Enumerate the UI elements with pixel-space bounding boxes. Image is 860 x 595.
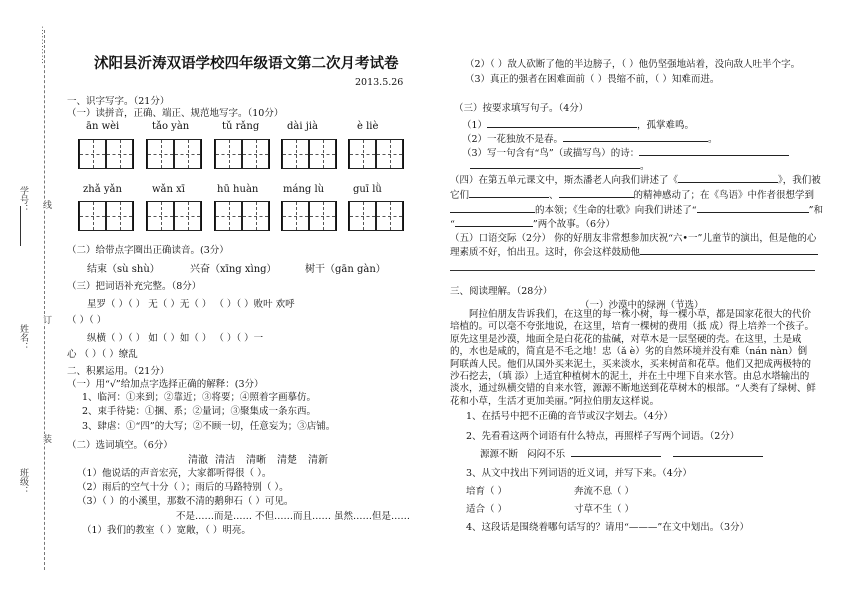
word-choice: 清澈: [188, 455, 208, 466]
synonym-item: 培育（ ）: [466, 486, 508, 497]
margin-dots: ............: [40, 26, 48, 65]
pinyin-label: ān wèi: [86, 121, 120, 132]
exam-date: 2013.5.26: [355, 77, 404, 88]
pinyin-label: hū huàn: [217, 184, 259, 195]
synonym-item: 适合（ ）: [466, 504, 508, 515]
sentence-3-cont: 。: [470, 158, 650, 172]
reading-choice: 结束（sù shù）: [87, 264, 160, 275]
word-choice: 清洁: [215, 455, 235, 466]
xuehao-line: [20, 206, 21, 246]
reading-q3: 3、从文中找出下列词语的近义词，并写下来。（4分）: [466, 468, 692, 479]
fill-sentence: （1）我们的教室（ ）宽敞，（ ）明亮。: [82, 525, 251, 536]
pinyin-label: wǎn xī: [152, 184, 185, 195]
char-box-group[interactable]: [214, 201, 270, 231]
sec4-line-3: 的本领；《生命的壮歌》向我们讲述了“ ”和: [450, 202, 823, 216]
pinyin-label: tǔ rǎng: [222, 121, 260, 132]
sec1-heading: 一、识字写字。（21分）: [67, 96, 170, 107]
connectives: 不是……而是…… 不但……而且…… 虽然……但是……: [176, 511, 411, 522]
sec1-q1: （一）读拼音，正确、端正、规范地写字。（10分）: [67, 108, 284, 119]
fill-sentence: （2）雨后的空气十分（ ）；雨后的马路特别（ ）。: [77, 482, 289, 493]
reading-q2: 2、先看看这两个词语有什么特点，再照样子写两个词语。（2分）: [466, 431, 740, 442]
pinyin-label: máng lù: [283, 184, 325, 195]
char-box-group[interactable]: [146, 201, 202, 231]
label-xian: 线: [41, 200, 51, 209]
char-box-group[interactable]: [348, 139, 404, 169]
sec1-q3: （三）把词语补充完整。（8分）: [67, 281, 202, 292]
fill-sentence: （1）他说话的声音宏亮，大家都听得很（ ）。: [77, 468, 272, 479]
label-xuehao: 学号：: [18, 186, 28, 213]
char-box-group[interactable]: [78, 139, 134, 169]
reading-choice: 兴奋（xīng xìng）: [190, 264, 277, 275]
binding-dashed-line: [44, 30, 45, 570]
meaning-item: 1、临河：①来到；②靠近；③将要；④照着字画摹仿。: [82, 392, 317, 403]
char-box-group[interactable]: [214, 139, 270, 169]
sec1-q2: （二）给带点字圈出正确读音。(3分）: [67, 245, 229, 256]
meaning-item: 3、肆虐：①“四”的大写；②不顾一切，任意妄为；③店铺。: [82, 421, 336, 432]
fill-sentence: （3）（ ）的小溪里，那数不清的鹅卵石（ ）可见。: [77, 496, 294, 507]
page-title: 沭阳县沂涛双语学校四年级语文第二次月考试卷: [94, 55, 399, 72]
word-choice: 清晰: [246, 455, 266, 466]
reading-choice: 树干（gān gàn）: [305, 264, 386, 275]
char-box-group[interactable]: [281, 139, 337, 169]
sec5-line-1: （五）口语交际（2分） 你的好朋友非常想参加庆祝“六•一”儿童节的演出，但是他的心: [450, 233, 817, 244]
char-box-group[interactable]: [78, 201, 134, 231]
sec4-line-2: 它们 、 的精神感动了；在《鸟语》中作者很想学到: [450, 190, 815, 201]
pinyin-label: tǎo yàn: [152, 121, 190, 132]
sec2-q2: （二）选词填空。（6分）: [67, 440, 173, 451]
pinyin-label: dài jià: [287, 121, 319, 132]
reading-q2-example: 源源不断 闷闷不乐: [480, 446, 763, 460]
label-banji: 班级：: [18, 468, 28, 495]
sec4-line-1: （四）在第五单元课文中，斯杰潘老人向我们讲述了《 》，我们被: [450, 175, 821, 186]
idiom-line-1: 星罗（ ）（ ） 无（ ）无（ ） （ ）（ ）败叶 欢呼: [87, 299, 295, 310]
sec5-line-2: 理素质不好，怕出丑。这时，你会这样鼓励他: [450, 244, 818, 258]
reading-heading: 三、阅读理解。（28分）: [450, 286, 553, 297]
fill-sentence: （2）（ ）敌人砍断了他的半边膀子，（ ）他仍坚强地站着，没向敌人吐半个字。: [465, 59, 801, 70]
sec4-line-4: “ ”两个故事。（6分）: [450, 219, 616, 230]
pinyin-label: guī lǜ: [353, 184, 382, 195]
sentence-3: （3）写一句含有“鸟”（或描写鸟）的诗：: [462, 145, 789, 159]
word-choice: 清楚: [277, 455, 297, 466]
sec2-q1: （一）用“√”给加点字选择正确的解释：(3分）: [67, 379, 264, 390]
fill-sentence: （3）真正的强者在困难面前（ ）畏缩不前，（ ）知难而进。: [465, 74, 720, 85]
answer-line: [450, 270, 815, 271]
pinyin-label: zhǎ yǎn: [83, 184, 122, 195]
label-ding: 订: [41, 315, 51, 324]
idiom-line-3: 纵横（ ）（ ） 如（ ）如（ ） （ ）（ ）一: [87, 333, 264, 344]
sec3-heading: （三）按要求填写句子。（4分）: [454, 103, 589, 114]
label-xingming: 姓名：: [18, 324, 28, 351]
idiom-line-2: （ ）（ ）: [67, 315, 107, 326]
reading-q4: 4、这段话是围绕着哪句话写的？请用“———”在文中划出。（3分）: [466, 522, 750, 533]
sentence-2: （2）一花独放不是春。 。: [462, 134, 718, 145]
passage-text: 阿拉伯朋友告诉我们，在这里的每一株小树，每一棵小草，都是国家花很大的代价培植的。可以毫不夸张地说，在这里，培育一棵树的费用（抵 成）得上培养一个孩子。原先这里是沙漠，地面全是白花花的盐碱，对草木是一层坚硬的壳。在这里，土是咸的，水也是咸的，简直是不毛之地！忠（ǎ è）劣的自然环境并没有难（nán nàn）倒阿联酋人民。他们从国外买来泥土，买来淡水，买来树苗和花草。他们又把成两极特的沙石挖去，（填 添）上适宜种植树木的泥土，并在土中埋下自来水管。由总水塔输出的淡水，通过纵横交错的自来水管，源源不断地送到花草树木的根部。“人类有了绿树、鲜花和小草，生活才更加美丽。”阿拉伯朋友这样说。: [450, 309, 816, 407]
char-box-group[interactable]: [281, 201, 337, 231]
idiom-line-4: 心 （ ）（ ）缭乱: [67, 349, 138, 360]
char-box-group[interactable]: [146, 139, 202, 169]
synonym-item: 奔流不息（ ）: [574, 486, 635, 497]
sentence-1: （1） ，孤掌难鸣。: [462, 120, 695, 131]
char-box-group[interactable]: [348, 201, 404, 231]
pinyin-label: è liè: [357, 121, 379, 132]
meaning-item: 2、束手待毙：①捆、系；②量词；③聚集成一条东西。: [82, 406, 317, 417]
synonym-item: 寸草不生（ ）: [574, 504, 635, 515]
label-zhuang: 装: [41, 434, 51, 443]
reading-q1: 1、在括号中把不正确的音节或汉字划去。（4分）: [466, 411, 673, 422]
sec2-heading: 二、积累运用。（21分）: [67, 366, 170, 377]
passage-title: （一）沙漠中的绿洲（节选）: [580, 300, 704, 311]
word-choice: 清新: [308, 455, 328, 466]
